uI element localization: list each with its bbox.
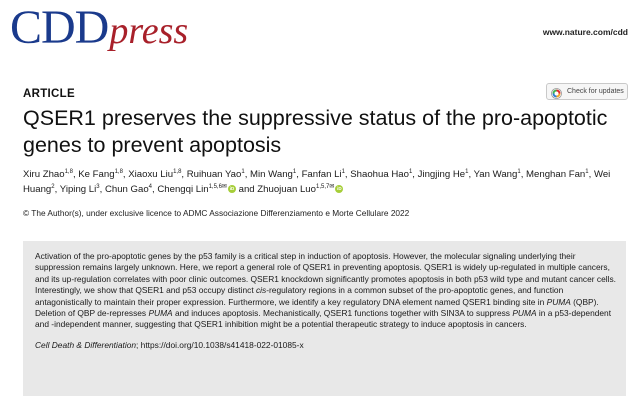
abstract-italic-term: PUMA [512, 308, 537, 319]
author-name[interactable]: Min Wang [250, 169, 293, 180]
author-affiliation: 4 [148, 183, 153, 190]
author-affiliation: 1 [241, 168, 245, 175]
abstract-segment: Activation of the pro-apoptotic genes by the p53 family is a critical step in induction of apoptosis. However, the molecular signaling underlying their suppression remains largely unknown. Here, we report a general role of QSER1 in preventing apoptosis. QSER1 is widely up-regulated in multiple cancers, and its up-regulation correlates with poor clinic outcomes. QSER1 knockdown significantly promotes apoptosis in both p53 wild type and mutant cancer cells. Interestingly, we show that QSER1 and p53 occupy distinct [35, 251, 616, 296]
author-entry [105, 184, 152, 195]
author-entry [250, 169, 296, 180]
author-name[interactable]: Jingjing He [417, 169, 466, 180]
author-affiliation: 1,5,7✉ [315, 183, 335, 190]
abstract-panel [23, 241, 626, 396]
check-for-updates-button[interactable] [546, 83, 628, 100]
author-entry [418, 169, 469, 180]
abstract-italic-term: cis [255, 285, 267, 296]
site-url-link[interactable]: www.nature.com/cdd [542, 27, 628, 37]
author-name[interactable]: Shaohua Hao [350, 169, 409, 180]
abstract-italic-term: PUMA [546, 296, 571, 307]
abstract-segment: (QBP). Deletion of QBP de-represses [35, 296, 599, 319]
author-name[interactable]: Xiru Zhao [23, 169, 65, 180]
copyright-notice: © The Author(s), under exclusive licence to ADMC Associazione Differenziamento e Morte Cellulare 2022 [23, 208, 410, 218]
check-updates-label: Check for updates [567, 88, 624, 95]
author-affiliation: 1 [408, 168, 413, 175]
author-affiliation: 1 [465, 168, 469, 175]
author-name[interactable]: Yiping Li [59, 184, 97, 195]
abstract-segment: -regulatory regions in a common subset of the pro-apoptotic genes, and function antagonistically to maintain their proper expression. Furthermore, we identify a key regulatory DNA element named QSER1 binding site in [35, 285, 564, 307]
author-entry [78, 169, 123, 180]
author-entry [257, 184, 343, 195]
author-affiliation: 1 [341, 168, 345, 175]
citation-journal: Cell Death & Differentiation [35, 339, 137, 350]
author-affiliation: 1,5,6✉ [208, 183, 227, 190]
author-affiliation: 1 [292, 168, 297, 175]
check-updates-icon [551, 86, 562, 97]
author-affiliation: 1 [517, 168, 521, 175]
author-entry [157, 184, 236, 195]
journal-header [0, 0, 639, 80]
author-name[interactable]: Ke Fang [78, 169, 115, 180]
author-name[interactable]: Chun Gao [104, 184, 149, 195]
author-entry [302, 169, 345, 180]
author-affiliation: 1,8 [173, 168, 182, 175]
abstract-text [35, 251, 616, 331]
author-name[interactable]: Fanfan Li [301, 169, 342, 180]
author-entry [350, 169, 412, 180]
author-entry [187, 169, 245, 180]
logo-cdd-text: CDD [10, 1, 109, 54]
journal-logo[interactable] [10, 2, 188, 57]
abstract-segment: and induces apoptosis. Mechanistically, QSER1 functions together with SIN3A to suppress [172, 308, 513, 319]
author-name[interactable]: Zhuojuan Luo [257, 184, 316, 195]
author-entry [474, 169, 521, 180]
author-entry [60, 184, 100, 195]
author-affiliation: 1,8 [64, 168, 73, 175]
author-entry [128, 169, 181, 180]
logo-press-text: press [109, 10, 189, 52]
author-affiliation: 1 [585, 168, 589, 175]
author-entry [526, 169, 589, 180]
author-name[interactable]: Xiaoxu Liu [128, 169, 174, 180]
author-name[interactable]: Chengqi Lin [157, 184, 209, 195]
citation-doi[interactable]: ; https://doi.org/10.1038/s41418-022-01085-x [136, 339, 304, 350]
citation-line [35, 340, 616, 350]
abstract-italic-term: PUMA [148, 308, 173, 319]
author-name[interactable]: Menghan Fan [526, 169, 586, 180]
author-name[interactable]: Ruihuan Yao [186, 169, 242, 180]
author-name[interactable]: Wei Huang [23, 169, 611, 195]
article-type-label: ARTICLE [23, 88, 75, 100]
author-affiliation: 1,8 [114, 168, 123, 175]
article-title: QSER1 preserves the suppressive status of the pro-apoptotic genes to prevent apoptosis [23, 106, 608, 157]
abstract-segment: in a p53-dependent and -independent manner, suggesting that QSER1 inhibition might be a potential therapeutic strategy to induce apoptosis in cancers. [35, 308, 612, 330]
author-affiliation: 2 [51, 183, 55, 190]
orcid-icon[interactable] [228, 185, 236, 193]
author-list: Xiru Zhao$^{1,8}$, Ke Fang$^{1,8}$, Xiaoxu Liu$^{1,8}$, Ruihuan Yao$^1$, Min Wang$^1$, Fanfan Li$^1$, Shaohua Hao$^1$, Jingjing He$^1$, Yan Wang$^1$, Menghan Fan$^1$, Wei Huang$^2$, Yiping Li$^3$, Chun Gao$^4$, Chengqi Lin$^{1,5,6✉}$iD and Zhuojuan Luo$^{1,5,7✉}$iD [23, 167, 633, 197]
author-name[interactable]: Yan Wang [473, 169, 518, 180]
author-affiliation: 3 [96, 183, 100, 190]
author-entry [23, 169, 73, 180]
orcid-icon[interactable] [335, 185, 343, 193]
